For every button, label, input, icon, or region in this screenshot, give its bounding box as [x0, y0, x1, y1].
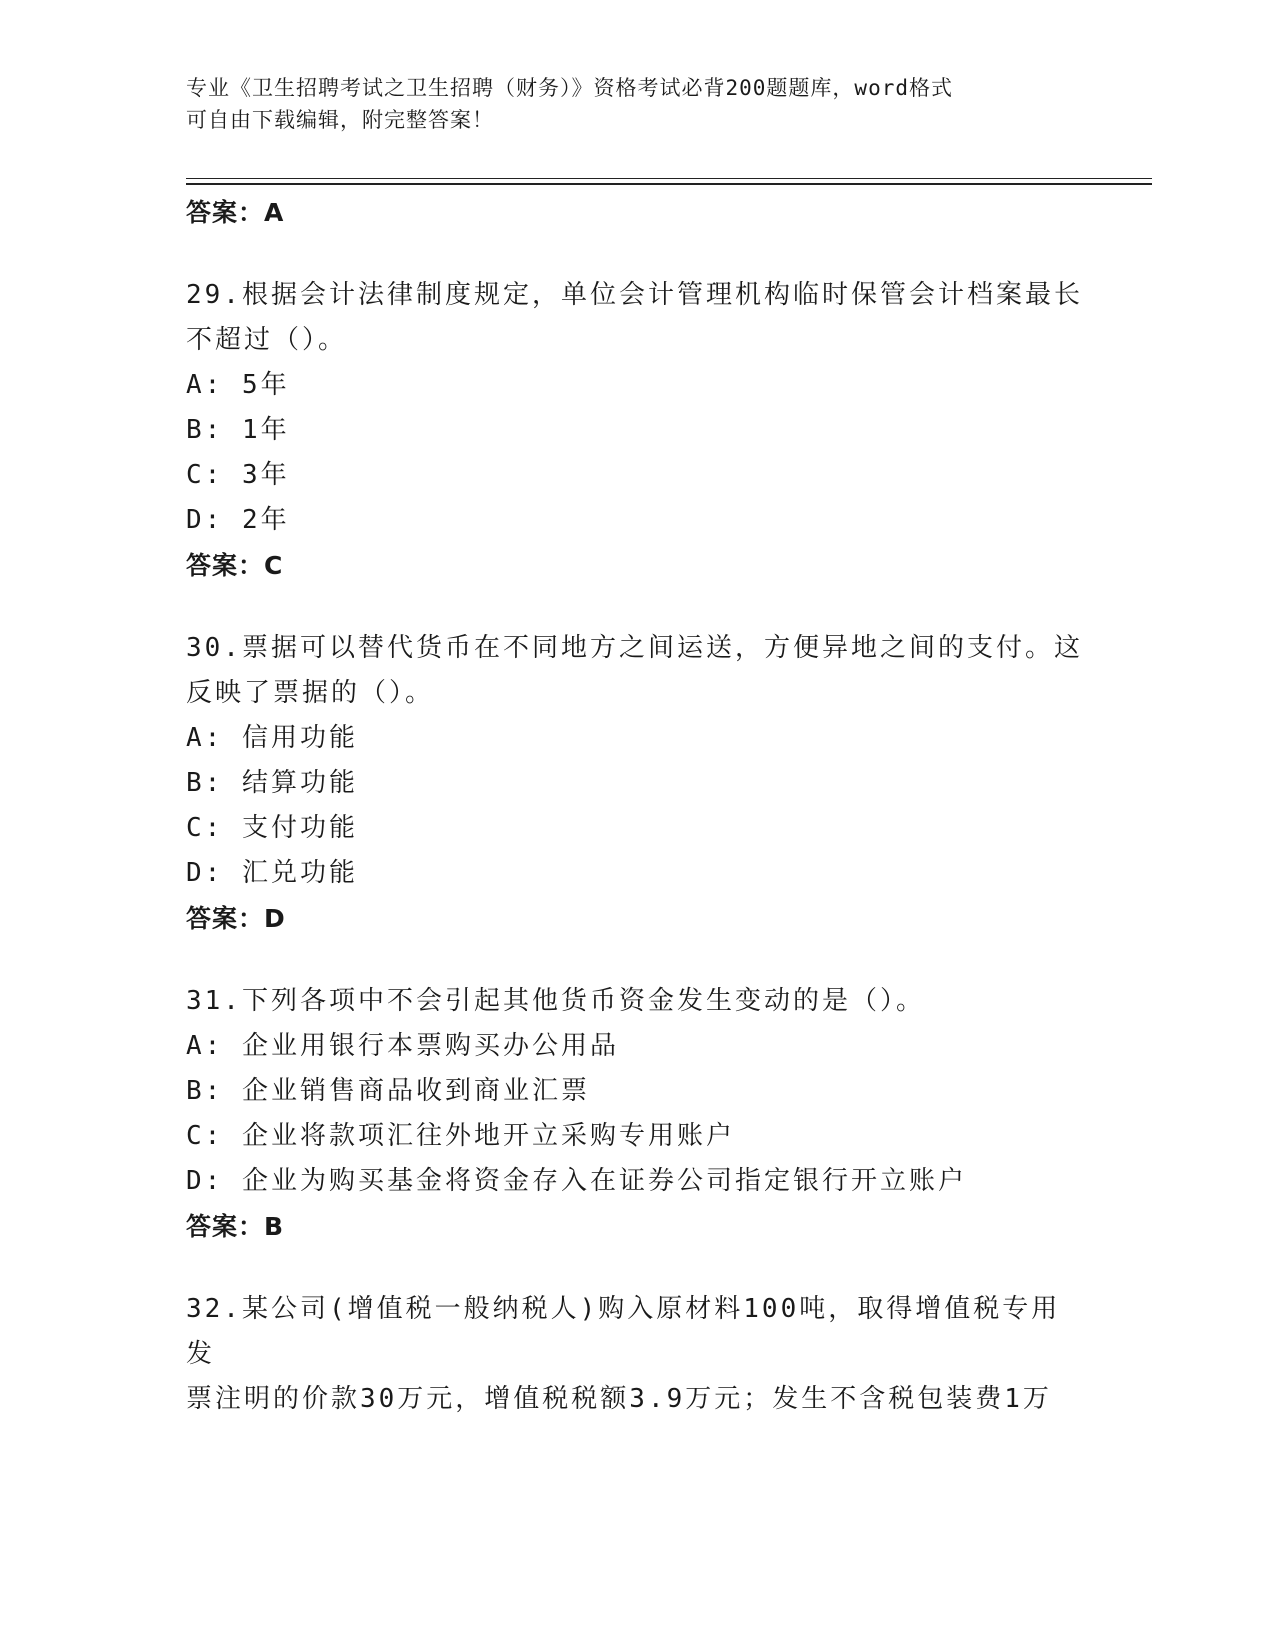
option-a: A: 信用功能: [186, 723, 358, 753]
header-divider-thick: [186, 183, 1152, 185]
option-b: B: 企业销售商品收到商业汇票: [186, 1076, 590, 1106]
option-d: D: 汇兑功能: [186, 858, 358, 888]
option-c: C: 支付功能: [186, 813, 358, 843]
question-line-2: 票注明的价款30万元，增值税税额3.9万元；发生不含税包装费1万: [186, 1384, 1052, 1414]
question-line-1: 31.下列各项中不会引起其他货币资金发生变动的是（）。: [186, 986, 925, 1016]
option-d: D: 企业为购买基金将资金存入在证券公司指定银行开立账户: [186, 1166, 967, 1196]
header-divider: [186, 178, 1152, 179]
question-line-1: 32.某公司(增值税一般纳税人)购入原材料100吨，取得增值税专用发: [186, 1294, 1061, 1369]
option-c: C: 企业将款项汇往外地开立采购专用账户: [186, 1121, 735, 1151]
answer-line: 答案：C: [186, 551, 284, 580]
option-b: B: 结算功能: [186, 768, 358, 798]
question-text: [186, 979, 1086, 1024]
question-text: [186, 626, 1086, 716]
question-text: [186, 273, 1086, 363]
answer-line: 答案：D: [186, 904, 286, 933]
question-line-1: 29.根据会计法律制度规定，单位会计管理机构临时保管会计档案最长: [186, 280, 1083, 310]
option-c: C: 3年: [186, 460, 290, 490]
answer-line: 答案：A: [186, 198, 285, 227]
question-line-1: 30.票据可以替代货币在不同地方之间运送，方便异地之间的支付。这: [186, 633, 1083, 663]
option-b: B: 1年: [186, 415, 290, 445]
question-block-31: [186, 979, 1086, 1249]
question-text: [186, 1287, 1086, 1422]
document-header: [186, 72, 1066, 136]
question-line-2: 不超过（）。: [186, 325, 348, 355]
header-line-2: 可自由下载编辑，附完整答案！: [186, 108, 494, 132]
question-block-32: [186, 1287, 1086, 1422]
option-a: A: 5年: [186, 370, 290, 400]
answer-line: 答案：B: [186, 1212, 285, 1241]
option-a: A: 企业用银行本票购买办公用品: [186, 1031, 619, 1061]
header-line-1: 专业《卫生招聘考试之卫生招聘（财务）》资格考试必背200题题库，word格式: [186, 76, 953, 100]
option-d: D: 2年: [186, 505, 290, 535]
question-block-30: [186, 626, 1086, 941]
question-line-2: 反映了票据的（）。: [186, 678, 435, 708]
document-body: [186, 190, 1086, 1422]
question-block-29: [186, 273, 1086, 588]
